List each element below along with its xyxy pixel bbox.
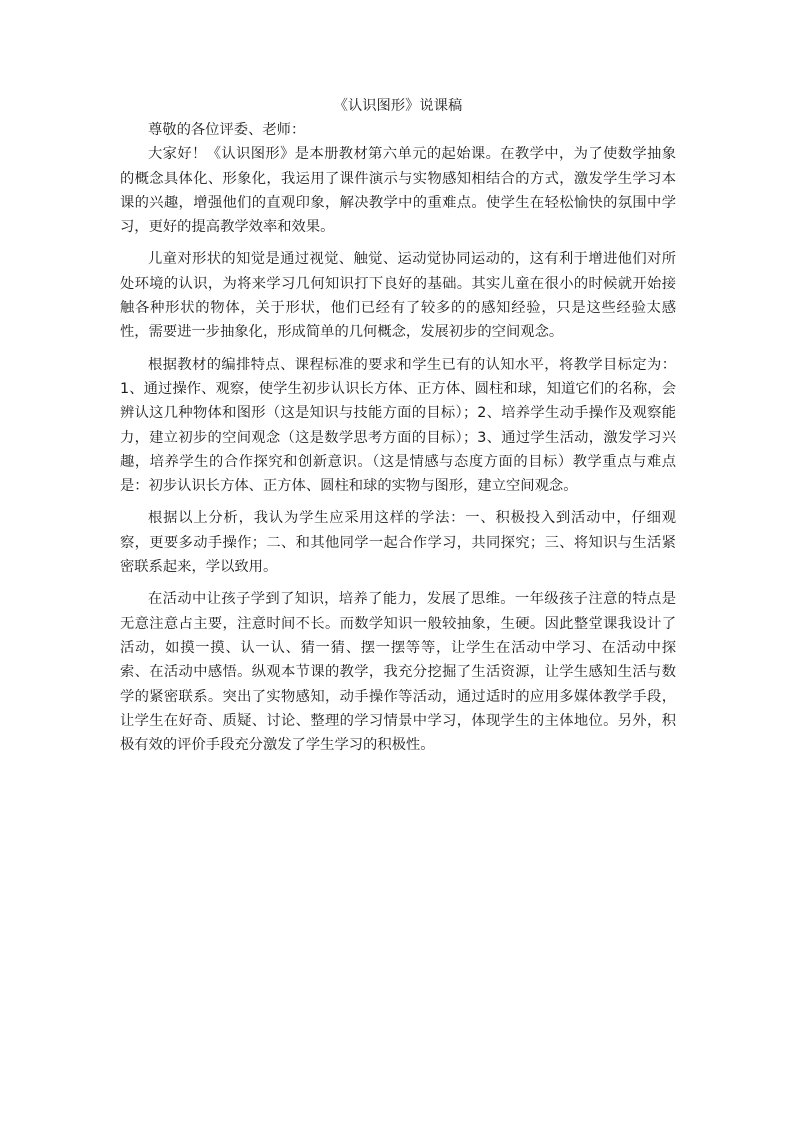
document-title: 《认识图形》说课稿 — [333, 98, 463, 114]
document-body — [120, 94, 676, 757]
paragraph-objectives: 根据教材的编排特点、课程标准的要求和学生已有的认知水平，将教学目标定为：1、通过操作、观察，使学生初步认识长方体、正方体、圆柱和球，知道它们的名称，会辨认这几种物体和图形（这是知识与技能方面的目标）；2、培养学生动手操作及观察能力，建立初步的空间观念（这是数学思考方面的目标）；3、通过学生活动，激发学习兴趣，培养学生的合作探究和创新意识。（这是情感与态度方面的目标）教学重点与难点是：初步认识长方体、正方体、圆柱和球的实物与图形，建立空间观念。 — [120, 356, 676, 495]
paragraph-activities: 在活动中让孩子学到了知识，培养了能力，发展了思维。一年级孩子注意的特点是无意注意占主要，注意时间不长。而数学知识一般较抽象，生硬。因此整堂课我设计了活动，如摸一摸、认一认、猜一猜、摆一摆等等，让学生在活动中学习、在活动中探索、在活动中感悟。纵观本节课的教学，我充分挖掘了生活资源，让学生感知生活与数学的紧密联系。突出了实物感知，动手操作等活动，通过适时的应用多媒体教学手段，让学生在好奇、质疑、讨论、整理的学习情景中学习，体现学生的主体地位。另外，积极有效的评价手段充分激发了学生学习的积极性。 — [120, 591, 676, 754]
paragraph-intro: 大家好！《认识图形》是本册教材第六单元的起始课。在教学中，为了使数学抽象的概念具体化、形象化，我运用了课件演示与实物感知相结合的方式，激发学生学习本课的兴趣，增强他们的直观印象，解决教学中的重难点。使学生在轻松愉快的氛围中学习，更好的提高教学效率和效果。 — [120, 146, 676, 236]
paragraph-learning-methods: 根据以上分析，我认为学生应采用这样的学法：一、积极投入到活动中，仔细观察，更要多动手操作；二、和其他同学一起合作学习，共同探究；三、将知识与生活紧密联系起来，学以致用。 — [120, 510, 676, 576]
paragraph-perception: 儿童对形状的知觉是通过视觉、触觉、运动觉协同运动的，这有利于增进他们对所处环境的认识，为将来学习几何知识打下良好的基础。其实儿童在很小的时候就开始接触各种形状的物体，关于形状，他们已经有了较多的的感知经验，只是这些经验太感性，需要进一步抽象化，形成简单的几何概念，发展初步的空间观念。 — [120, 251, 676, 341]
salutation: 尊敬的各位评委、老师： — [148, 122, 306, 138]
